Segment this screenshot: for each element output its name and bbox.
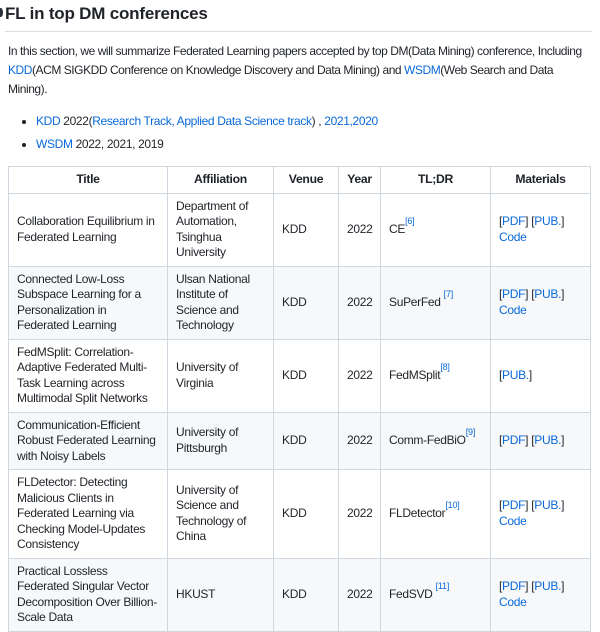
bracket-open: [	[499, 433, 503, 447]
table-row	[9, 470, 591, 559]
code-link[interactable]: Code	[499, 302, 527, 317]
table-row	[9, 266, 591, 339]
table-row	[9, 558, 591, 631]
tldr-text: FedSVD	[389, 586, 436, 601]
affiliation-cell: Department of Automation, Tsinghua University	[168, 193, 274, 266]
year-cell: 2022	[339, 266, 381, 339]
kdd-separator-text: ) ,	[311, 114, 325, 128]
table-row	[9, 339, 591, 412]
conference-list	[8, 112, 592, 154]
tldr-cell	[381, 558, 491, 631]
header-year: Year	[339, 167, 381, 194]
affiliation-cell: Ulsan National Institute of Science and Technology	[168, 266, 274, 339]
pub-link[interactable]: PUB.	[534, 214, 562, 228]
footnote-link[interactable]: [9]	[465, 427, 476, 437]
bracket-open: [	[499, 498, 503, 513]
tldr-text: FLDetector	[389, 506, 446, 520]
intro-text-1: In this section, we will summarize Federated Learning papers accepted by top DM(Data Mining) conference, Including	[8, 44, 582, 58]
materials-cell	[491, 558, 591, 631]
bracket-open: [	[531, 287, 535, 301]
pdf-link[interactable]: PDF	[502, 214, 526, 228]
bracket-close: ]	[561, 433, 565, 447]
paper-title-cell: Communication-Efficient Robust Federated Learning with Noisy Labels	[9, 412, 168, 470]
kdd-conference-link[interactable]: KDD	[8, 63, 32, 77]
venue-cell: KDD	[274, 193, 339, 266]
pdf-link[interactable]: PDF	[502, 498, 526, 513]
bracket-open: [	[499, 367, 503, 382]
pub-link[interactable]: PUB.	[534, 498, 562, 513]
footnote-ref	[440, 362, 449, 372]
footnote-ref	[444, 289, 453, 299]
bracket-close: ]	[525, 287, 529, 301]
year-cell: 2022	[339, 339, 381, 412]
bracket-close: ]	[525, 579, 529, 593]
bracket-open: [	[499, 579, 503, 593]
year-cell: 2022	[339, 558, 381, 631]
paper-title-cell: Connected Low-Loss Subspace Learning for a Personalization in Federated Learning	[9, 266, 168, 339]
wsdm-years-text: 2022, 2021, 2019	[72, 137, 164, 151]
header-tldr: TL;DR	[381, 167, 491, 194]
materials-cell	[491, 339, 591, 412]
footnote-ref	[436, 581, 450, 591]
wsdm-conference-link[interactable]: WSDM	[404, 63, 441, 77]
venue-cell: KDD	[274, 266, 339, 339]
tldr-text: FedMSplit	[389, 367, 441, 382]
affiliation-cell: University of Pittsburgh	[168, 412, 274, 470]
tldr-text: CE	[389, 221, 406, 236]
kdd-link[interactable]: KDD	[36, 114, 61, 128]
footnote-link[interactable]: [11]	[435, 580, 450, 591]
bracket-close: ]	[561, 498, 565, 513]
footnote-link[interactable]: [7]	[443, 288, 454, 299]
footnote-ref	[405, 216, 414, 226]
paper-title-cell: Practical Lossless Federated Singular Vector Decomposition Over Billion-Scale Data	[9, 558, 168, 631]
footnote-ref	[445, 500, 459, 510]
wsdm-link[interactable]: WSDM	[36, 137, 73, 151]
tldr-cell	[381, 193, 491, 266]
list-item-kdd	[36, 112, 592, 131]
tldr-cell	[381, 470, 491, 559]
header-affiliation: Affiliation	[168, 167, 274, 194]
year-cell: 2022	[339, 193, 381, 266]
materials-cell	[491, 412, 591, 470]
bracket-close: ]	[561, 214, 565, 228]
affiliation-cell: HKUST	[168, 558, 274, 631]
affiliation-cell: University of Virginia	[168, 339, 274, 412]
bracket-open: [	[531, 433, 535, 447]
bracket-open: [	[531, 579, 535, 593]
pub-link[interactable]: PUB.	[502, 367, 529, 382]
kdd-year-text: 2022(	[60, 114, 93, 128]
affiliation-cell: University of Science and Technology of China	[168, 470, 274, 559]
venue-cell: KDD	[274, 558, 339, 631]
venue-cell: KDD	[274, 412, 339, 470]
tldr-cell	[381, 412, 491, 470]
pdf-link[interactable]: PDF	[502, 433, 526, 447]
list-item-wsdm	[36, 135, 592, 154]
code-link[interactable]: Code	[499, 513, 527, 528]
footnote-link[interactable]: [8]	[440, 361, 450, 372]
bracket-close: ]	[525, 498, 529, 513]
tldr-text: SuPerFed	[389, 294, 444, 309]
bracket-close: ]	[528, 367, 532, 382]
bracket-open: [	[499, 214, 503, 228]
materials-cell	[491, 193, 591, 266]
paper-title-cell: Collaboration Equilibrium in Federated Learning	[9, 193, 168, 266]
pub-link[interactable]: PUB.	[534, 579, 562, 593]
code-link[interactable]: Code	[499, 594, 527, 609]
pdf-link[interactable]: PDF	[502, 287, 526, 301]
code-link[interactable]: Code	[499, 229, 527, 244]
papers-table	[8, 166, 591, 632]
paper-title-cell: FedMSplit: Correlation-Adaptive Federated Multi-Task Learning across Multimodal Split Networks	[9, 339, 168, 412]
intro-text-2: (ACM SIGKDD Conference on Knowledge Discovery and Data Mining) and	[32, 63, 405, 77]
footnote-link[interactable]: [6]	[405, 215, 415, 226]
bracket-close: ]	[525, 214, 529, 228]
year-cell: 2022	[339, 412, 381, 470]
table-row	[9, 412, 591, 470]
table-row	[9, 193, 591, 266]
footnote-ref	[466, 427, 475, 437]
kdd-tracks-link[interactable]: Research Track, Applied Data Science track	[92, 114, 312, 128]
header-materials: Materials	[491, 167, 591, 194]
tldr-cell	[381, 339, 491, 412]
materials-cell	[491, 266, 591, 339]
pdf-link[interactable]: PDF	[502, 579, 526, 593]
intro-paragraph	[8, 42, 592, 99]
page-title-text: FL in top DM conferences	[5, 4, 208, 23]
bracket-open: [	[531, 498, 535, 513]
bracket-close: ]	[561, 287, 565, 301]
page-title	[5, 4, 592, 32]
footnote-link[interactable]: [10]	[445, 500, 460, 510]
bracket-open: [	[531, 214, 535, 228]
materials-cell	[491, 470, 591, 559]
tldr-cell	[381, 266, 491, 339]
intro-text-3: (Web Search and Data Mining).	[8, 63, 554, 96]
pub-link[interactable]: PUB.	[534, 287, 562, 301]
tldr-text: Comm-FedBiO	[389, 433, 466, 447]
header-venue: Venue	[274, 167, 339, 194]
bracket-close: ]	[525, 433, 529, 447]
bracket-open: [	[499, 287, 503, 301]
kdd-prev-years-link[interactable]: 2021,2020	[324, 114, 378, 128]
year-cell: 2022	[339, 470, 381, 559]
header-title: Title	[9, 167, 168, 194]
paper-title-cell: FLDetector: Detecting Malicious Clients in Federated Learning via Checking Model-Updates Consistency	[9, 470, 168, 559]
table-header-row	[9, 167, 591, 194]
bracket-close: ]	[561, 579, 565, 593]
clipped-glyph	[0, 8, 3, 17]
pub-link[interactable]: PUB.	[534, 433, 562, 447]
venue-cell: KDD	[274, 470, 339, 559]
venue-cell: KDD	[274, 339, 339, 412]
